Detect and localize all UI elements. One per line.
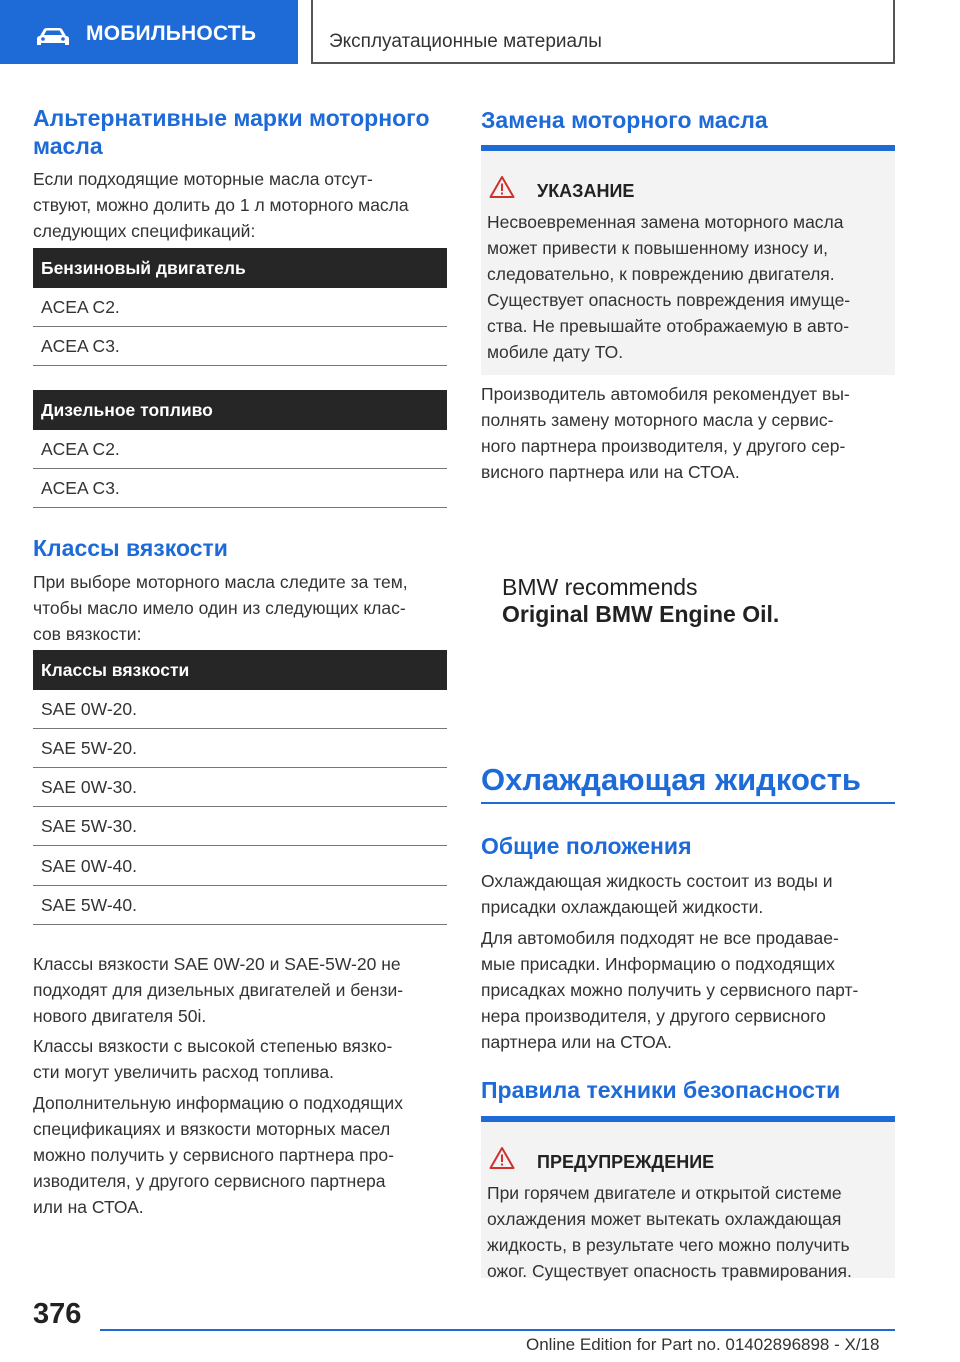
viscosity-text-line: сов вязкости: [33,624,142,644]
warning-triangle-icon [489,1146,515,1170]
para3-line: или на СТОА. [33,1197,144,1217]
notice-title: УКАЗАНИЕ [537,181,635,201]
coolant-title: Охлаждающая жидкость [481,762,861,797]
oil-change-title: Замена моторного масла [481,107,768,133]
bmw-banner-line1: BMW recommends [502,574,698,600]
table-row: ACEA C2. [33,429,447,469]
notice-text-line: может привести к повышенному износу и, [487,238,828,258]
safety-title: Правила техники безопасности [481,1077,841,1103]
petrol-table-header: Бензиновый двигатель [33,248,447,288]
oil-change-text-line: ного партнера производителя, у другого сер- [481,436,846,456]
viscosity-table-header: Классы вязкости [33,650,447,690]
warning-text-line: ожог. Существует опасность травмирования. [487,1261,852,1281]
warning-text-line: охлаждения может вытекать охлаждающая [487,1209,842,1229]
oil-change-text-line: Производитель автомобиля рекомендует вы- [481,384,850,404]
viscosity-text-line: чтобы масло имело один из следующих клас- [33,598,406,618]
warning-text-line: жидкость, в результате чего можно получить [487,1235,850,1255]
bmw-banner-line2: Original BMW Engine Oil. [502,601,780,627]
page-number: 376 [33,1298,82,1330]
notice-text-line: следовательно, к повреждению двигателя. [487,264,835,284]
general-p2-line: партнера или на СТОА. [481,1032,672,1052]
warning-text-line: При горячем двигателе и открытой системе [487,1183,842,1203]
para3-line: Дополнительную информацию о подходящих [33,1093,403,1113]
section-label: МОБИЛЬНОСТЬ [86,22,257,45]
notice-text-line: Несвоевременная замена моторного масла [487,212,844,232]
general-p1-line: Охлаждающая жидкость состоит из воды и [481,871,833,891]
para1-line: подходят для дизельных двигателей и бензи- [33,980,404,1000]
warning-triangle-icon [489,175,515,199]
para1-line: Классы вязкости SAE 0W-20 и SAE-5W-20 не [33,954,401,974]
table-row: SAE 0W-40. [33,846,447,886]
table-row: ACEA C2. [33,287,447,327]
section-tab [0,0,298,64]
alt-oil-title-line1: Альтернативные марки моторного [33,105,430,131]
car-icon [36,27,70,47]
diesel-table-header: Дизельное топливо [33,390,447,430]
notice-text-line: мобиле дату ТО. [487,342,624,362]
viscosity-text-line: При выборе моторного масла следите за тем, [33,572,408,592]
para3-line: спецификациях и вязкости моторных масел [33,1119,391,1139]
table-row: SAE 0W-30. [33,767,447,807]
footer-rule [100,1329,895,1331]
oil-change-text-line: полнять замену моторного масла у сервис- [481,410,834,430]
chapter-header [311,0,895,64]
warning-title: ПРЕДУПРЕЖДЕНИЕ [537,1152,715,1172]
para3-line: изводителя, у другого сервисного партнера [33,1171,386,1191]
table-row: SAE 5W-30. [33,806,447,846]
warning-box [481,1116,895,1281]
table-row: SAE 5W-40. [33,885,447,925]
table-row: SAE 5W-20. [33,728,447,768]
table-row: SAE 0W-20. [33,689,447,729]
table-row: ACEA C3. [33,326,447,366]
general-title: Общие положения [481,833,692,859]
alt-oil-text-line: Если подходящие моторные масла отсут- [33,169,373,189]
general-p2-line: присадках можно получить у сервисного парт- [481,980,859,1000]
general-p1-line: присадки охлаждающей жидкости. [481,897,764,917]
chapter-label: Эксплуатационные материалы [329,31,602,52]
table-row: ACEA C3. [33,468,447,508]
para2-line: сти могут увеличить расход топлива. [33,1062,334,1082]
general-p2-line: мые присадки. Информацию о подходящих [481,954,835,974]
oil-change-text-line: висного партнера или на СТОА. [481,462,740,482]
viscosity-title: Классы вязкости [33,535,228,561]
para3-line: можно получить у сервисного партнера про- [33,1145,394,1165]
notice-text-line: Существует опасность повреждения имуще- [487,290,851,310]
alt-oil-text-line: ствуют, можно долить до 1 л моторного масла [33,195,409,215]
notice-text-line: ства. Не превышайте отображаемую в авто- [487,316,850,336]
page-header [0,0,960,66]
general-p2-line: нера производителя, у другого сервисного [481,1006,826,1026]
para2-line: Классы вязкости с высокой степенью вязко- [33,1036,393,1056]
footer-edition: Online Edition for Part no. 01402896898 - X/18 [526,1335,880,1354]
general-p2-line: Для автомобиля подходят не все продавае- [481,928,839,948]
alt-oil-text-line: следующих спецификаций: [33,221,256,241]
para1-line: нового двигателя 50i. [33,1006,207,1026]
alt-oil-title-line2: масла [33,133,103,159]
notice-box [481,145,895,375]
title-underline [481,802,895,804]
